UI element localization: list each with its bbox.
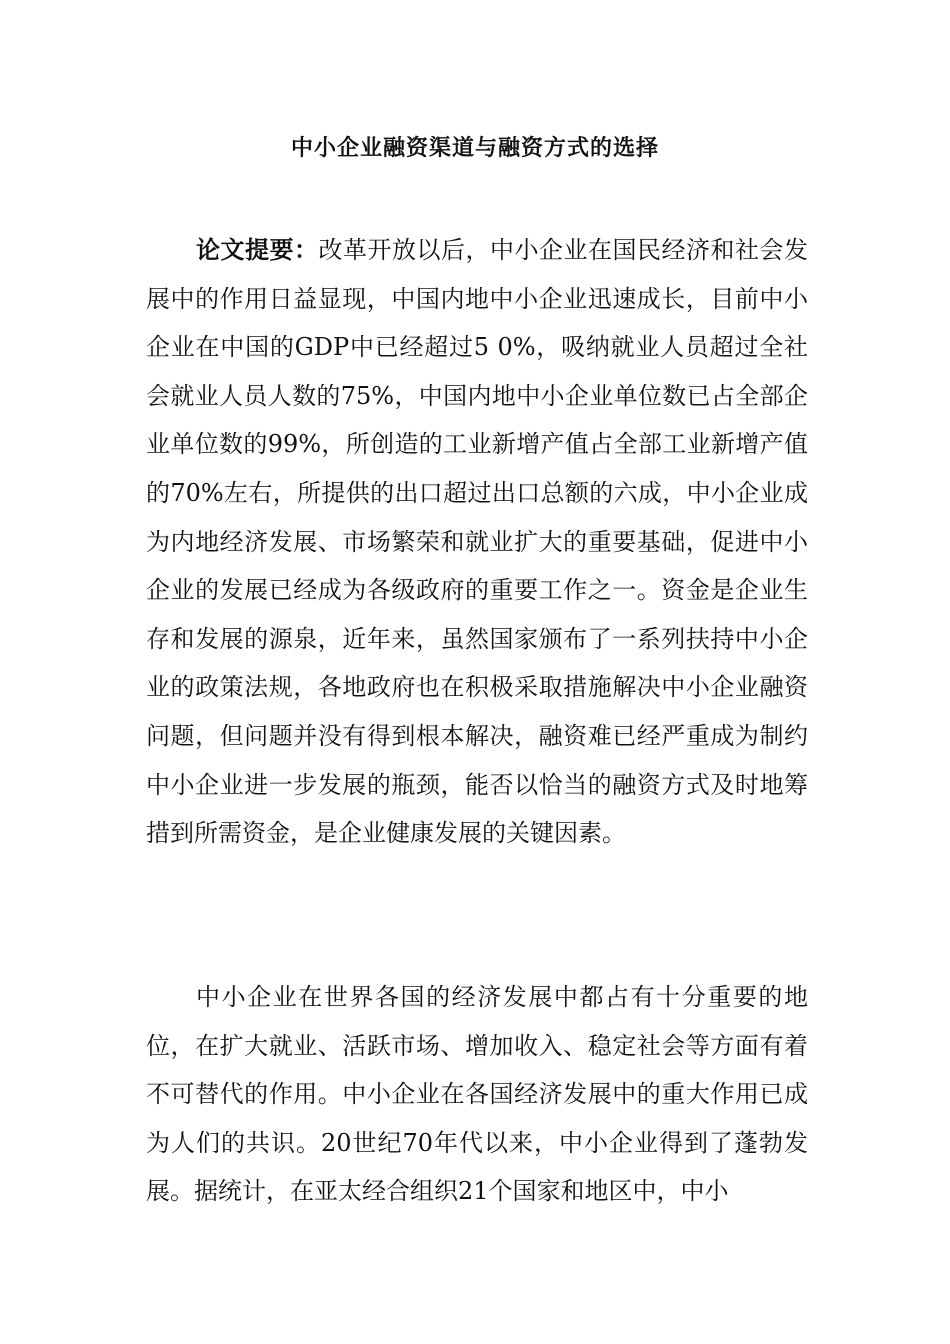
body-paragraph: 中小企业在世界各国的经济发展中都占有十分重要的地位，在扩大就业、活跃市场、增加收入、稳定社会等方面有着不可替代的作用。中小企业在各国经济发展中的重大作用已成为人们的共识。20世纪70年代以来，中小企业得到了蓬勃发展。据统计，在亚太经合组织21个国家和地区中，中小 xyxy=(146,983,808,1206)
abstract-label: 论文提要： xyxy=(196,235,319,264)
document-title: 中小企业融资渠道与融资方式的选择 xyxy=(290,135,659,161)
abstract-paragraph xyxy=(146,226,808,858)
abstract-text: 改革开放以后，中小企业在国民经济和社会发展中的作用日益显现，中国内地中小企业迅速成长，目前中小企业在中国的GDP中已经超过5 0%，吸纳就业人员超过全社会就业人员人数的75%，中国内地中小企业单位数已占全部企业单位数的99%，所创造的工业新增产值占全部工业新增产值的70%左右，所提供的出口超过出口总额的六成，中小企业成为内地经济发展、市场繁荣和就业扩大的重要基础，促进中小企业的发展已经成为各级政府的重要工作之一。资金是企业生存和发展的源泉，近年来，虽然国家颁布了一系列扶持中小企业的政策法规，各地政府也在积极采取措施解决中小企业融资问题，但问题并没有得到根本解决，融资难已经严重成为制约中小企业进一步发展的瓶颈，能否以恰当的融资方式及时地筹措到所需资金，是企业健康发展的关键因素。 xyxy=(146,236,808,848)
